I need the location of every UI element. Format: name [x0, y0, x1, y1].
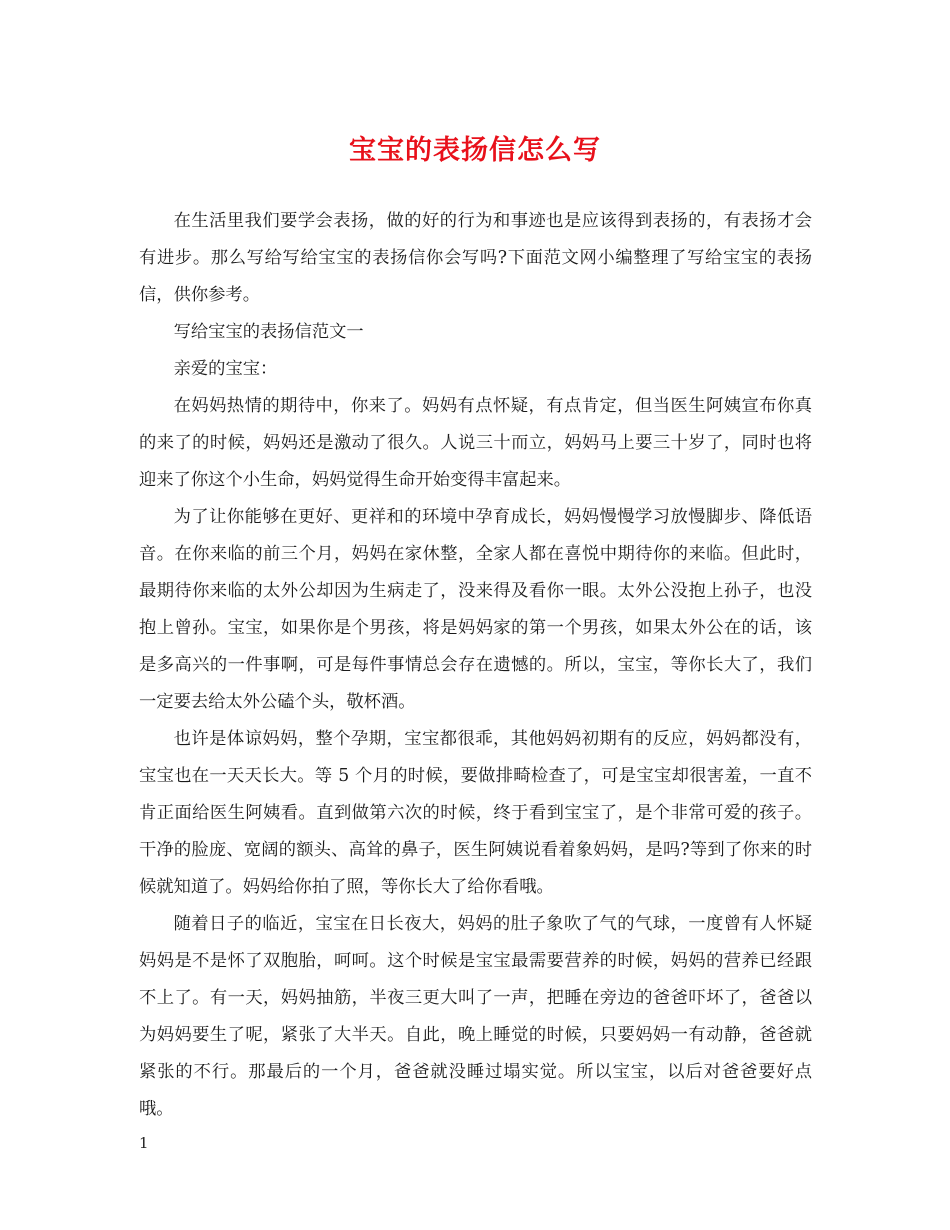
intro-paragraph: 在生活里我们要学会表扬，做的好的行为和事迹也是应该得到表扬的，有表扬才会有进步。那么写给写给宝宝的表扬信你会写吗?下面范文网小编整理了写给宝宝的表扬信，供你参考。 — [139, 211, 812, 305]
document-title: 宝宝的表扬信怎么写 — [349, 135, 601, 166]
body-paragraph: 在妈妈热情的期待中，你来了。妈妈有点怀疑，有点肯定，但当医生阿姨宣布你真的来了的时候，妈妈还是激动了很久。人说三十而立，妈妈马上要三十岁了，同时也将迎来了你这个小生命，妈妈觉得生命开始变得丰富起来。 — [139, 396, 812, 490]
page-number: 1 — [139, 1134, 149, 1152]
body-paragraph: 随着日子的临近，宝宝在日长夜大，妈妈的肚子象吹了气的气球，一度曾有人怀疑妈妈是不是怀了双胞胎，呵呵。这个时候是宝宝最需要营养的时候，妈妈的营养已经跟不上了。有一天，妈妈抽筋，半夜三更大叫了一声，把睡在旁边的爸爸吓坏了，爸爸以为妈妈要生了呢，紧张了大半天。自此，晚上睡觉的时候，只要妈妈一有动静，爸爸就紧张的不行。那最后的一个月，爸爸就没睡过塌实觉。所以宝宝，以后对爸爸要好点哦。 — [139, 914, 812, 1119]
body-paragraph: 为了让你能够在更好、更祥和的环境中孕育成长，妈妈慢慢学习放慢脚步、降低语音。在你来临的前三个月，妈妈在家休整，全家人都在喜悦中期待你的来临。但此时，最期待你来临的太外公却因为生病走了，没来得及看你一眼。太外公没抱上孙子，也没抱上曾孙。宝宝，如果你是个男孩，将是妈妈家的第一个男孩，如果太外公在的话，该是多高兴的一件事啊，可是每件事情总会存在遗憾的。所以，宝宝，等你长大了，我们一定要去给太外公磕个头，敬杯酒。 — [139, 507, 812, 712]
salutation: 亲爱的宝宝： — [173, 359, 278, 379]
body-paragraph: 也许是体谅妈妈，整个孕期，宝宝都很乖，其他妈妈初期有的反应，妈妈都没有，宝宝也在一天天长大。等 5 个月的时候，要做排畸检查了，可是宝宝却很害羞，一直不肯正面给医生阿姨看。直到做第六次的时候，终于看到宝宝了，是个非常可爱的孩子。干净的脸庞、宽阔的额头、高耸的鼻子，医生阿姨说看着象妈妈，是吗?等到了你来的时候就知道了。妈妈给你拍了照，等你长大了给你看哦。 — [139, 729, 812, 897]
section-heading: 写给宝宝的表扬信范文一 — [173, 322, 364, 342]
document-body — [139, 203, 812, 1128]
